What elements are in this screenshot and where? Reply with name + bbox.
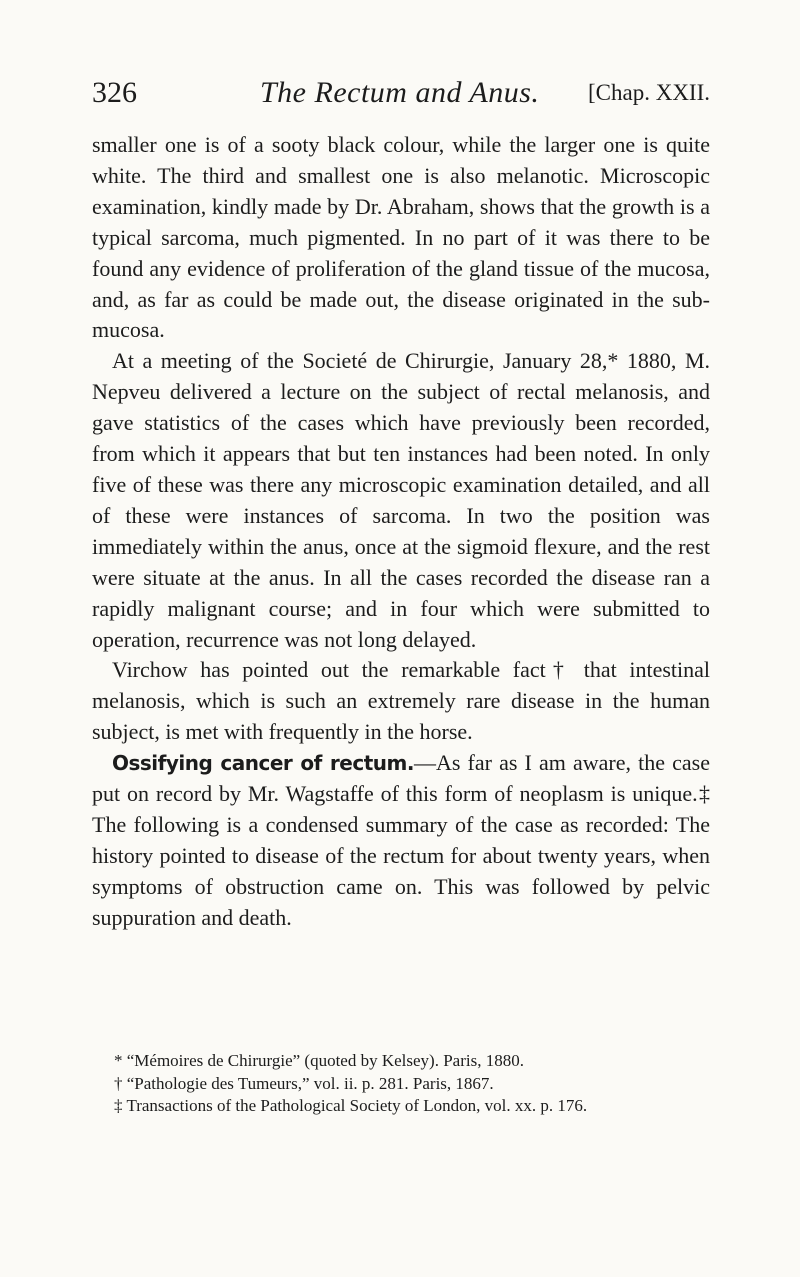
footnote: † “Pathologie des Tumeurs,” vol. ii. p. 281. Paris, 1867. bbox=[114, 1073, 494, 1093]
page-number: 326 bbox=[92, 76, 137, 109]
footnote: ‡ Transactions of the Pathological Society of London, vol. xx. p. 176. bbox=[114, 1096, 588, 1115]
section-heading: Ossifying cancer of rectum. bbox=[112, 751, 414, 776]
paragraph: Virchow has pointed out the remarkable fact† that intestinal melanosis, which is such an extremely rare disease in the human subject, is met with frequently in the horse. bbox=[92, 657, 710, 745]
section-text: —As far as I am aware, the case put on record by Mr. Wagstaffe of this form of neoplasm is unique.‡ The following is a condensed summary of the case as recorded: The history pointed to disease of the rectum for about twenty years, when symptoms of obstruction came on. This was followed by pelvic suppuration and death. bbox=[92, 750, 710, 930]
body-text bbox=[92, 130, 710, 934]
paragraph: smaller one is of a sooty black colour, while the larger one is quite white. The third and smallest one is also melanotic. Microscopic examination, kindly made by Dr. Abraham, shows that the growth is a typical sarcoma, much pigmented. In no part of it was there to be found any evidence of proliferation of the gland tissue of the mucosa, and, as far as could be made out, the disease originated in the submucosa. bbox=[92, 132, 710, 343]
running-title: The Rectum and Anus. bbox=[260, 76, 540, 109]
running-header bbox=[92, 76, 710, 116]
footnote: * “Mémoires de Chirurgie” (quoted by Kelsey). Paris, 1880. bbox=[114, 1051, 524, 1070]
paragraph: At a meeting of the Societé de Chirurgie, January 28,* 1880, M. Nepveu delivered a lecture on the subject of rectal melanosis, and gave statistics of the cases which have previously been recorded, from which it appears that but ten instances had been noted. In only five of these was there any microscopic examination detailed, and all of these were instances of sarcoma. In two the position was immediately within the anus, once at the sigmoid flexure, and the rest were situate at the anus. In all the cases recorded the disease ran a rapidly malignant course; and in four which were submitted to operation, recurrence was not long delayed. bbox=[92, 348, 710, 652]
section-paragraph bbox=[92, 748, 710, 933]
chapter-label: [Chap. XXII. bbox=[588, 80, 710, 105]
footnotes bbox=[92, 1050, 710, 1118]
